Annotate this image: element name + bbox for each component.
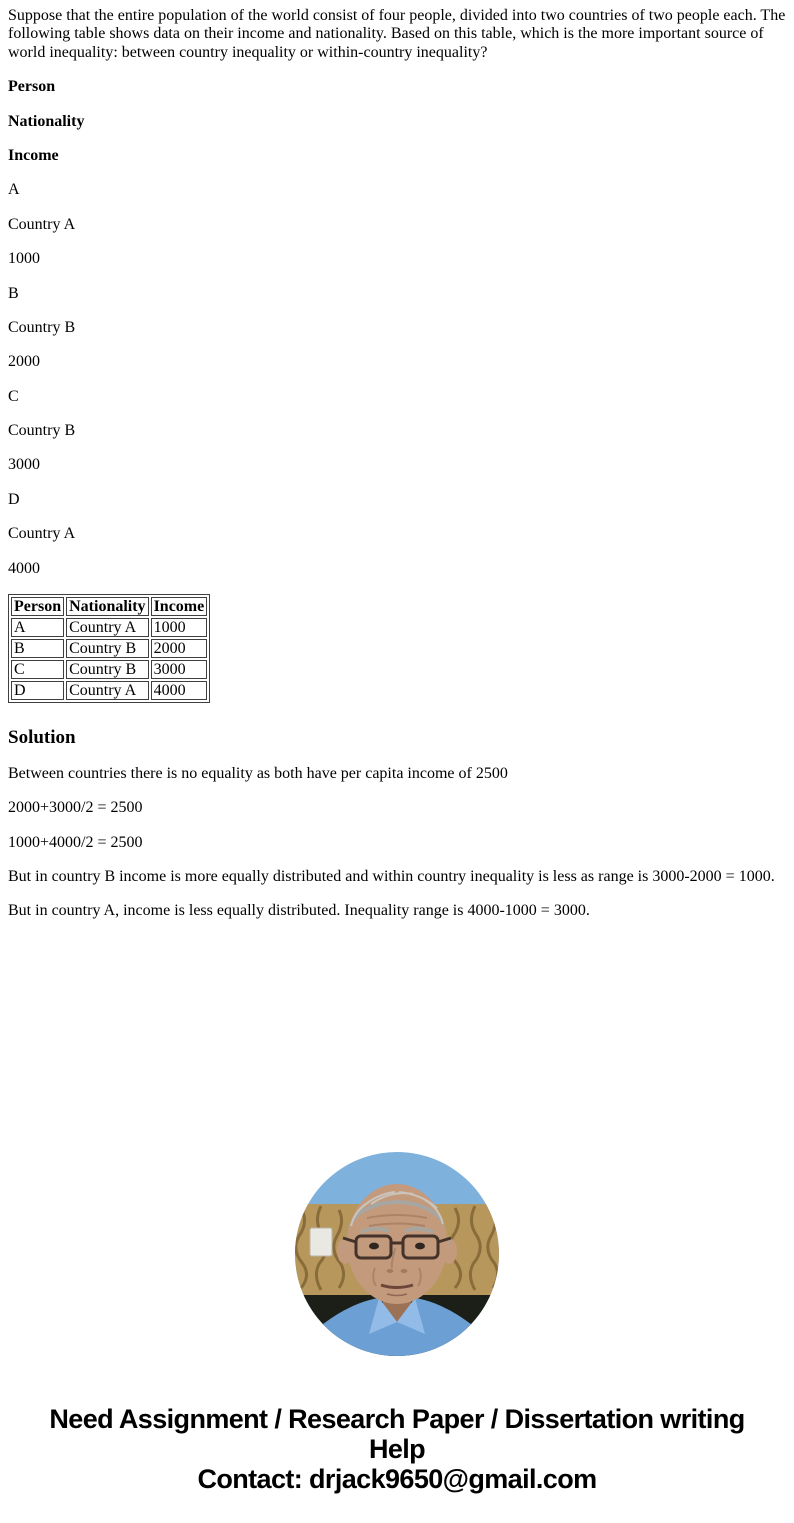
footer-banner — [8, 1404, 786, 1494]
table-cell: Country A — [66, 618, 148, 637]
table-row — [11, 660, 207, 679]
list-line: 3000 — [8, 456, 40, 474]
instructor-photo-graphic — [295, 1152, 499, 1356]
solution-paragraph: Between countries there is no equality as both have per capita income of 2500 — [8, 764, 508, 782]
solution-paragraph: 2000+3000/2 = 2500 — [8, 799, 143, 817]
table-row — [11, 618, 207, 637]
table-header-nationality: Nationality — [66, 597, 148, 616]
list-line: Country A — [8, 215, 76, 233]
intro-paragraph: Suppose that the entire population of the world consist of four people, divided into two countries of two people each. The following table shows data on their income and nationality. Based on this table, which is the more important source of world inequality: between country inequality or within-country inequality? — [8, 7, 786, 61]
photo-wall-plate — [310, 1228, 332, 1256]
list-line: Country A — [8, 525, 76, 543]
list-line: Country B — [8, 318, 76, 336]
table-cell: A — [11, 618, 64, 637]
table-header-person: Person — [11, 597, 64, 616]
list-line: B — [8, 284, 19, 302]
list-line: Country B — [8, 422, 76, 440]
solution-heading: Solution — [8, 727, 76, 749]
table-cell: Country A — [66, 681, 148, 700]
table-header-row — [11, 597, 207, 616]
solution-paragraph: But in country A, income is less equally distributed. Inequality range is 4000-1000 = 3000. — [8, 902, 590, 920]
document-page — [8, 7, 786, 1494]
list-line: 4000 — [8, 559, 40, 577]
table-cell: B — [11, 639, 64, 658]
table-cell: C — [11, 660, 64, 679]
table-cell: Country B — [66, 639, 148, 658]
table-cell: 2000 — [151, 639, 208, 658]
list-line: 2000 — [8, 353, 40, 371]
footer-contact: Contact: drjack9650@gmail.com — [197, 1463, 597, 1494]
table-row — [11, 681, 207, 700]
solution-paragraph: 1000+4000/2 = 2500 — [8, 833, 143, 851]
table-row — [11, 639, 207, 658]
solution-paragraph: But in country B income is more equally distributed and within country inequality is less as range is 3000-2000 = 1000. — [8, 868, 775, 886]
list-line-income-header: Income — [8, 146, 59, 164]
table-cell: 4000 — [151, 681, 208, 700]
income-table — [8, 594, 210, 703]
instructor-photo — [295, 1152, 499, 1356]
list-line: D — [8, 490, 20, 508]
table-cell: 3000 — [151, 660, 208, 679]
table-cell: D — [11, 681, 64, 700]
list-line-person-header: Person — [8, 78, 56, 96]
list-line: C — [8, 387, 19, 405]
list-line: 1000 — [8, 250, 40, 268]
table-header-income: Income — [151, 597, 208, 616]
footer-help-text: Need Assignment / Research Paper / Dissertation writing Help — [49, 1403, 745, 1464]
list-line: A — [8, 181, 20, 199]
table-cell: Country B — [66, 660, 148, 679]
list-line-nationality-header: Nationality — [8, 112, 85, 130]
table-cell: 1000 — [151, 618, 208, 637]
